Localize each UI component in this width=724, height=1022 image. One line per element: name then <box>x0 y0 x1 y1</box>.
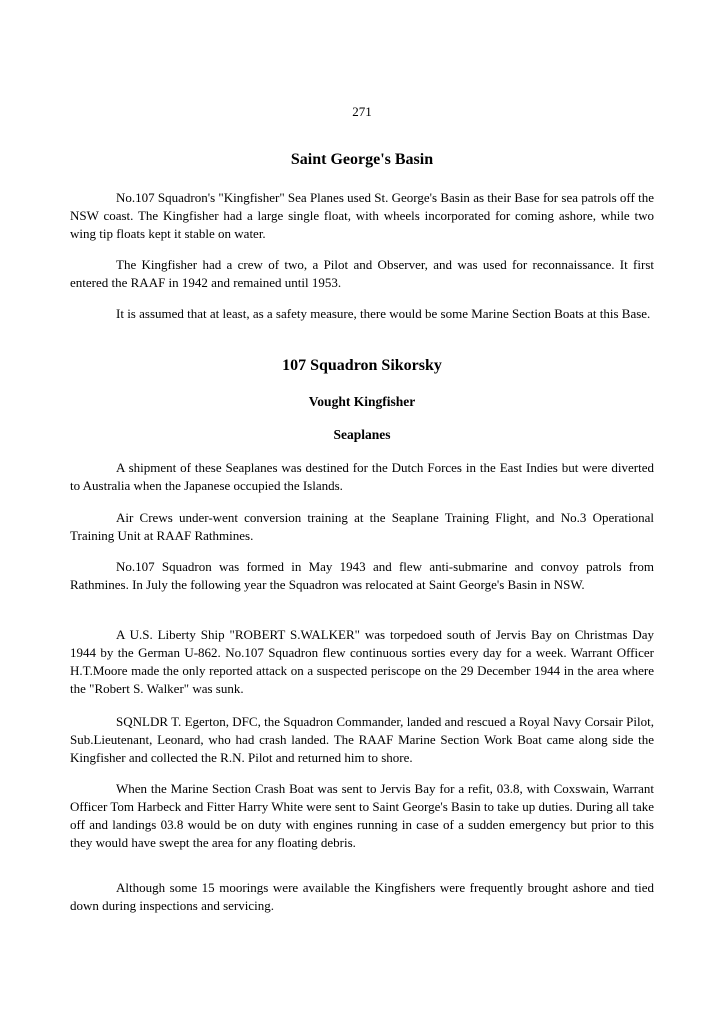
section-title-107-squadron-sikorsky: 107 Squadron Sikorsky <box>282 357 442 374</box>
paragraph: No.107 Squadron's "Kingfisher" Sea Planes used St. George's Basin as their Base for sea patrols off the NSW coast. The Kingfisher had a large single float, with wheels incorporated for coming ashore, while two wing tip floats kept it stable on water. <box>70 190 654 241</box>
paragraph: No.107 Squadron was formed in May 1943 and flew anti-submarine and convoy patrols from Rathmines. In July the following year the Squadron was relocated at Saint George's Basin in NSW. <box>70 559 654 592</box>
paragraph: When the Marine Section Crash Boat was sent to Jervis Bay for a refit, 03.8, with Coxswain, Warrant Officer Tom Harbeck and Fitter Harry White were sent to Saint George's Basin to take up duties. During all take off and landings 03.8 would be on duty with engines running in case of a sudden emergency but prior to this they would have swept the area for any floating debris. <box>70 781 654 850</box>
paragraph: A U.S. Liberty Ship "ROBERT S.WALKER" was torpedoed south of Jervis Bay on Christmas Day 1944 by the German U-862. No.107 Squadron flew continuous sorties every day for a week. Warrant Officer H.T.Moore made the only reported attack on a suspected periscope on the 29 December 1944 in the area where the "Robert S. Walker" was sunk. <box>70 627 654 696</box>
paragraph: The Kingfisher had a crew of two, a Pilot and Observer, and was used for reconnaissance. It first entered the RAAF in 1942 and remained until 1953. <box>70 257 654 290</box>
subtitle-seaplanes: Seaplanes <box>333 427 391 442</box>
paragraph: It is assumed that at least, as a safety measure, there would be some Marine Section Boats at this Base. <box>116 306 651 321</box>
section-title-saint-georges-basin: Saint George's Basin <box>290 151 434 168</box>
paragraph: Air Crews under-went conversion training at the Seaplane Training Flight, and No.3 Operational Training Unit at RAAF Rathmines. <box>70 510 654 543</box>
paragraph: SQNLDR T. Egerton, DFC, the Squadron Commander, landed and rescued a Royal Navy Corsair Pilot, Sub.Lieutenant, Leonard, who had crash landed. The RAAF Marine Section Work Boat came along side the Kingfisher and collected the R.N. Pilot and returned him to shore. <box>70 714 654 765</box>
paragraph: Although some 15 moorings were available the Kingfishers were frequently brought ashore and tied down during inspections and servicing. <box>70 880 654 913</box>
paragraph: A shipment of these Seaplanes was destined for the Dutch Forces in the East Indies but were diverted to Australia when the Japanese occupied the Islands. <box>70 460 654 493</box>
subtitle-vought-kingfisher: Vought Kingfisher <box>308 394 416 409</box>
page-number: 271 <box>352 104 372 119</box>
